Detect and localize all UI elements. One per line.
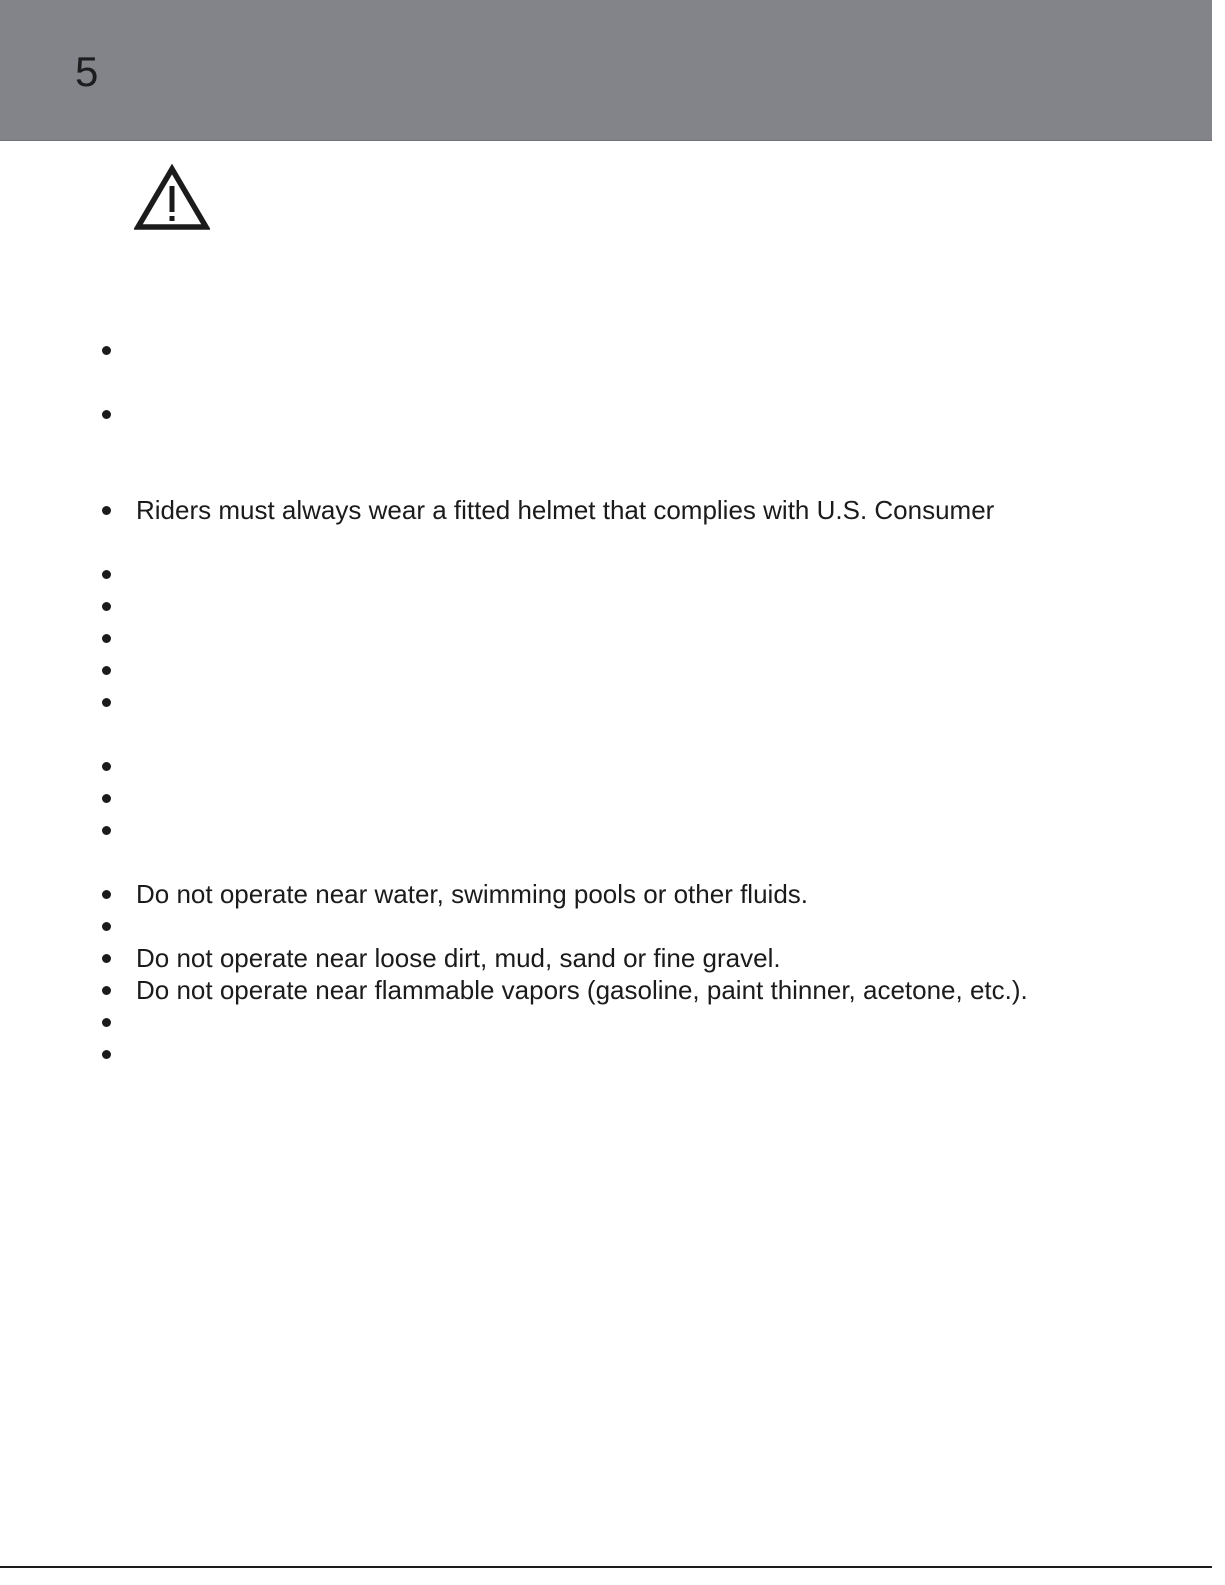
page-number: 5 [75,48,99,95]
list-item [100,1006,1210,1038]
list-item [100,686,1210,718]
bullet-icon [102,986,111,995]
bullet-icon [102,794,111,803]
list-item [100,622,1210,654]
list-item [100,942,1210,974]
bullet-icon [102,890,111,899]
list-item-text: Do not operate near flammable vapors (gasoline, paint thinner, acetone, etc.). [136,975,1028,1005]
bullet-icon [102,346,111,355]
bullet-icon [102,826,111,835]
bullet-icon [102,1018,111,1027]
list-item [100,782,1210,814]
list-item-text: Do not operate near loose dirt, mud, sand or fine gravel. [136,943,781,973]
bullet-icon [102,1050,111,1059]
list-item-text: Do not operate near water, swimming pools or other fluids. [136,879,809,909]
list-item [100,494,1210,526]
bullet-icon [102,922,111,931]
list-item [100,910,1210,942]
list-item [100,974,1210,1006]
list-item [100,878,1210,910]
list-item [100,334,1210,366]
list-item-text: Riders must always wear a fitted helmet that complies with U.S. Consumer [136,495,995,525]
bullet-icon [102,698,111,707]
bullet-icon [102,506,111,515]
bottom-rule [0,1566,1212,1568]
list-item [100,590,1210,622]
bullet-icon [102,602,111,611]
bullet-icon [102,666,111,675]
bullet-icon [102,634,111,643]
bullet-icon [102,570,111,579]
list-item [100,398,1210,430]
list-item [100,750,1210,782]
list-item [100,654,1210,686]
bullet-icon [102,954,111,963]
bullet-icon [102,762,111,771]
list-item [100,1038,1210,1070]
bullet-icon [102,410,111,419]
list-item [100,814,1210,846]
list-item [100,558,1210,590]
